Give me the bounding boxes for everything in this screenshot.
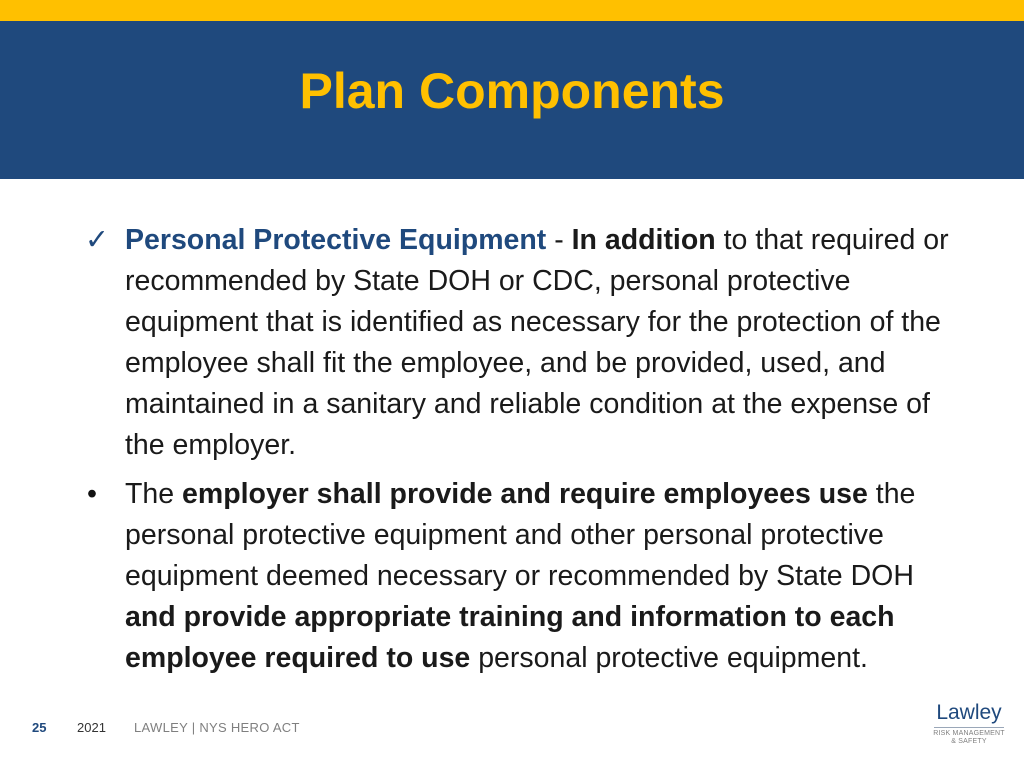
slide-title: Plan Components xyxy=(299,63,725,119)
bullet-employer xyxy=(85,474,955,679)
bullet-heading: Personal Protective Equipment xyxy=(125,224,547,256)
slide-content xyxy=(85,220,955,687)
top-gold-stripe xyxy=(0,0,1024,21)
bullet-text-end: personal protective equipment. xyxy=(470,642,868,674)
footer-year: 2021 xyxy=(77,720,106,735)
lawley-logo xyxy=(924,700,1014,752)
bullet-text-middle: the personal protective equipment and other personal protective equipment deemed necessary or recommended by State DOH xyxy=(125,478,916,592)
page-number: 25 xyxy=(32,720,47,735)
footer-label: LAWLEY | NYS HERO ACT xyxy=(134,720,300,735)
bullet-dot-icon: • xyxy=(87,478,97,510)
logo-subtitle-2: & SAFETY xyxy=(951,738,987,745)
bullet-text: to that required or recommended by State DOH or CDC, personal protective equipment that is identified as necessary for the protection of the employee shall fit the employee, and be provided, used, and maintained in a sanitary and reliable condition at the expense of the employer. xyxy=(125,224,949,461)
bullet-text-start: The xyxy=(125,478,183,510)
logo-name: Lawley xyxy=(936,701,1002,724)
logo-divider xyxy=(934,727,1004,728)
checkmark-icon: ✓ xyxy=(85,224,109,256)
bullet-emphasis: In addition xyxy=(571,224,716,256)
bullet-emphasis-1: employer shall provide and require employees use xyxy=(182,478,868,510)
slide-footer xyxy=(0,716,1024,740)
logo-subtitle-1: RISK MANAGEMENT xyxy=(933,730,1005,737)
bullet-ppe xyxy=(85,220,955,466)
bullet-emphasis-2: and provide appropriate training and information to each employee required to use xyxy=(125,601,895,674)
bullet-dash: - xyxy=(546,224,572,256)
